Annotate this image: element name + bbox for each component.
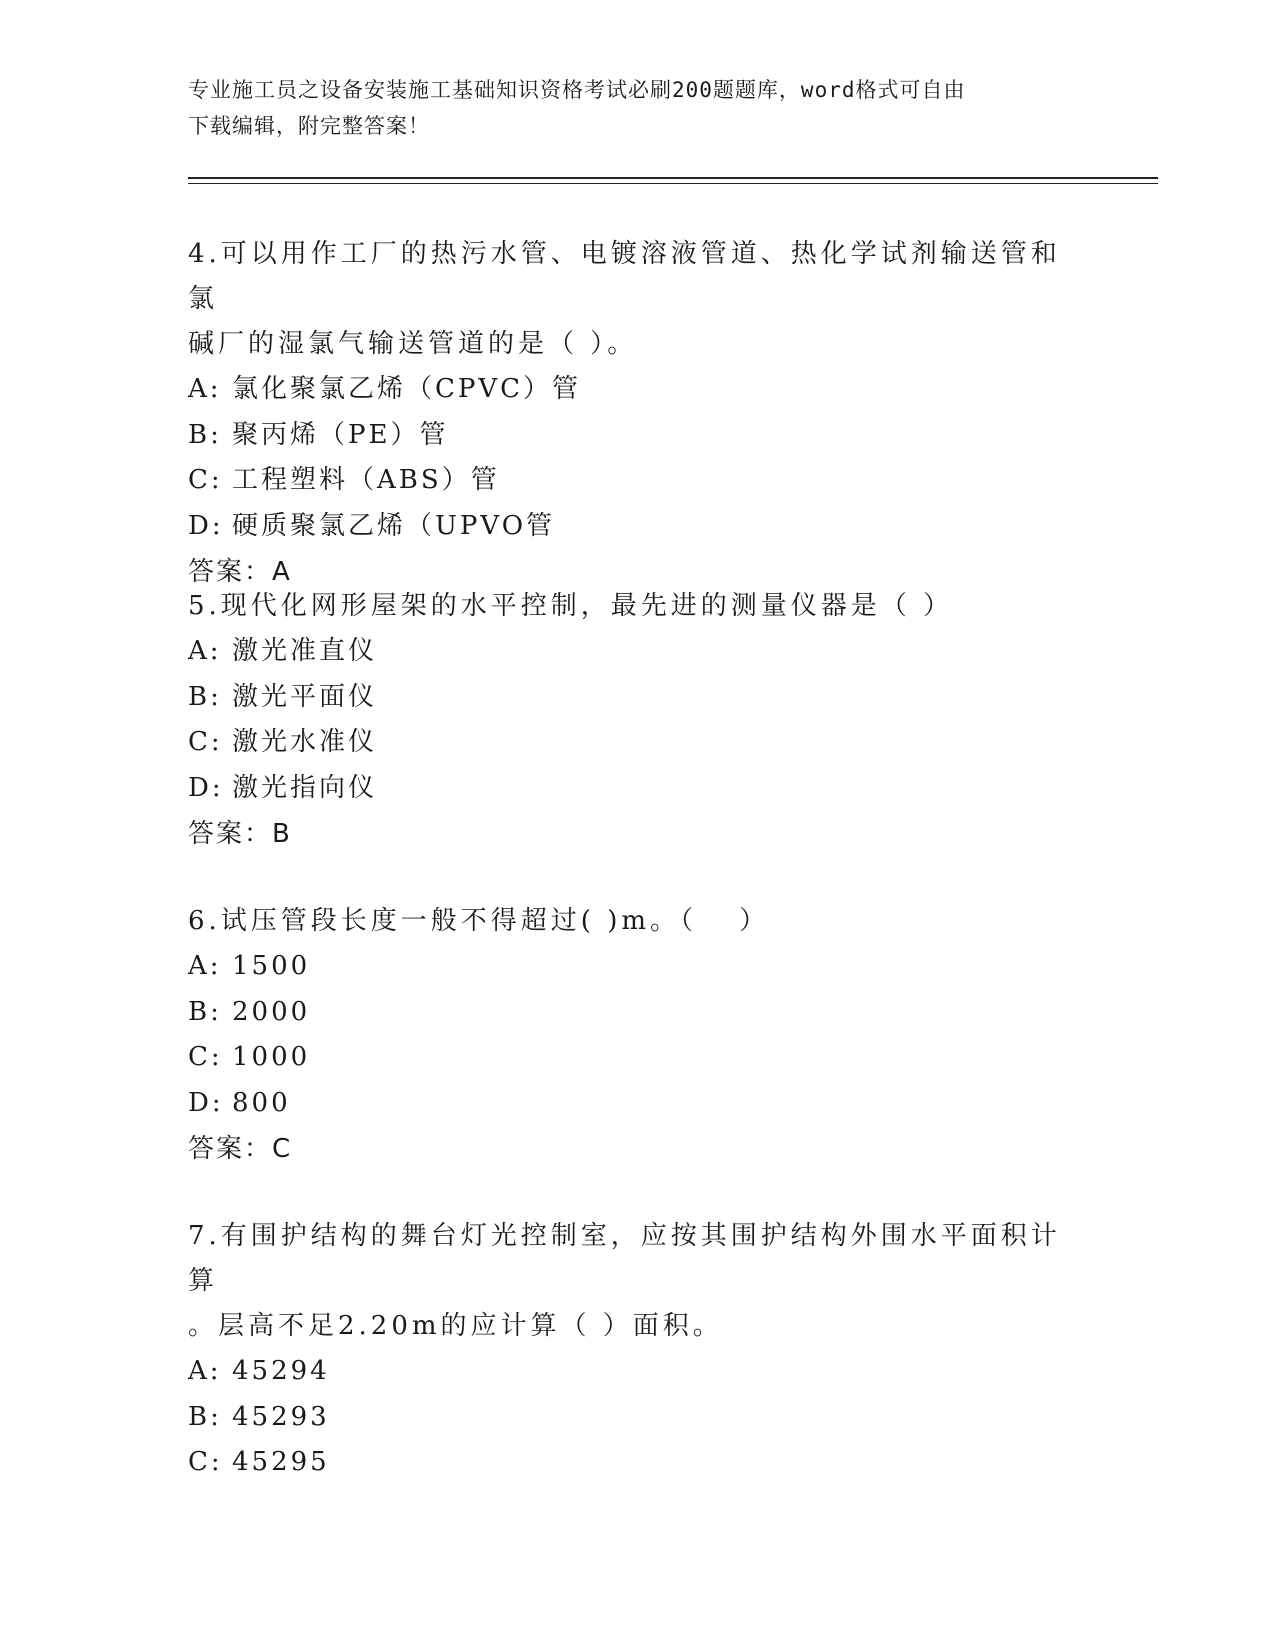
answer-line: 答案：C: [188, 1134, 293, 1164]
option-text: 氯化聚氯乙烯（CPVC）管: [232, 374, 582, 404]
option-b: [188, 413, 1068, 459]
question-5: [188, 584, 1068, 857]
option-letter: B:: [188, 996, 222, 1027]
option-a: [188, 629, 1068, 675]
option-text: 激光平面仪: [232, 681, 378, 712]
question-stem-line: 4.可以用作工厂的热污水管、电镀溶液管道、热化学试剂输送管和氯: [188, 239, 1061, 314]
option-c: [188, 720, 1068, 766]
option-text: 硬质聚氯乙烯（UPVO管: [232, 510, 556, 541]
option-b: [188, 1395, 1068, 1441]
option-letter: D:: [188, 510, 224, 541]
option-letter: C:: [188, 1042, 223, 1072]
option-letter: D:: [188, 772, 224, 803]
option-letter: C:: [188, 727, 223, 757]
header-line-2: 下载编辑，附完整答案！: [188, 114, 430, 138]
option-text: 2000: [232, 996, 311, 1027]
option-c: [188, 458, 1068, 504]
option-text: 聚丙烯（PE）管: [232, 419, 449, 450]
option-letter: A:: [188, 1356, 222, 1386]
option-letter: A:: [188, 636, 222, 666]
option-letter: C:: [188, 465, 223, 495]
question-stem-line: 。层高不足2.20m的应计算（ ）面积。: [188, 1311, 723, 1341]
option-letter: B:: [188, 681, 222, 712]
option-text: 工程塑料（ABS）管: [232, 465, 500, 495]
question-4: [188, 232, 1068, 595]
option-letter: D:: [188, 1087, 224, 1118]
option-text: 激光准直仪: [232, 636, 378, 666]
option-text: 45295: [232, 1447, 330, 1477]
option-a: [188, 1349, 1068, 1395]
option-letter: A:: [188, 951, 222, 981]
option-d: [188, 1081, 1068, 1127]
option-letter: B:: [188, 419, 222, 450]
option-a: [188, 944, 1068, 990]
option-letter: A:: [188, 374, 222, 404]
option-text: 激光指向仪: [232, 772, 378, 803]
question-stem-line: 7.有围护结构的舞台灯光控制室，应按其围护结构外围水平面积计算: [188, 1221, 1061, 1296]
answer-line: 答案：B: [188, 819, 292, 849]
option-text: 激光水准仪: [232, 727, 378, 757]
option-text: 800: [232, 1087, 291, 1118]
option-b: [188, 990, 1068, 1036]
option-b: [188, 675, 1068, 721]
option-c: [188, 1035, 1068, 1081]
header-line-1: 专业施工员之设备安装施工基础知识资格考试必刷200题题库，word格式可自由: [188, 78, 966, 102]
question-stem-line: 5.现代化网形屋架的水平控制，最先进的测量仪器是（ ）: [188, 591, 954, 621]
question-7: [188, 1214, 1068, 1486]
document-header: [188, 72, 1068, 144]
option-text: 1000: [232, 1042, 311, 1072]
question-stem-line: 碱厂的湿氯气输送管道的是（ ）。: [188, 329, 638, 359]
header-divider-thin: [188, 183, 1158, 184]
option-text: 45294: [232, 1356, 330, 1386]
option-d: [188, 504, 1068, 550]
question-6: [188, 899, 1068, 1172]
option-c: [188, 1440, 1068, 1486]
option-letter: B:: [188, 1401, 222, 1432]
option-text: 1500: [232, 951, 311, 981]
option-text: 45293: [232, 1401, 330, 1432]
answer-line: 答案：A: [188, 557, 292, 587]
header-divider: [188, 177, 1158, 179]
option-d: [188, 766, 1068, 812]
option-a: [188, 367, 1068, 413]
question-stem-line: 6.试压管段长度一般不得超过( )m。（ ）: [188, 906, 770, 936]
option-letter: C:: [188, 1447, 223, 1477]
